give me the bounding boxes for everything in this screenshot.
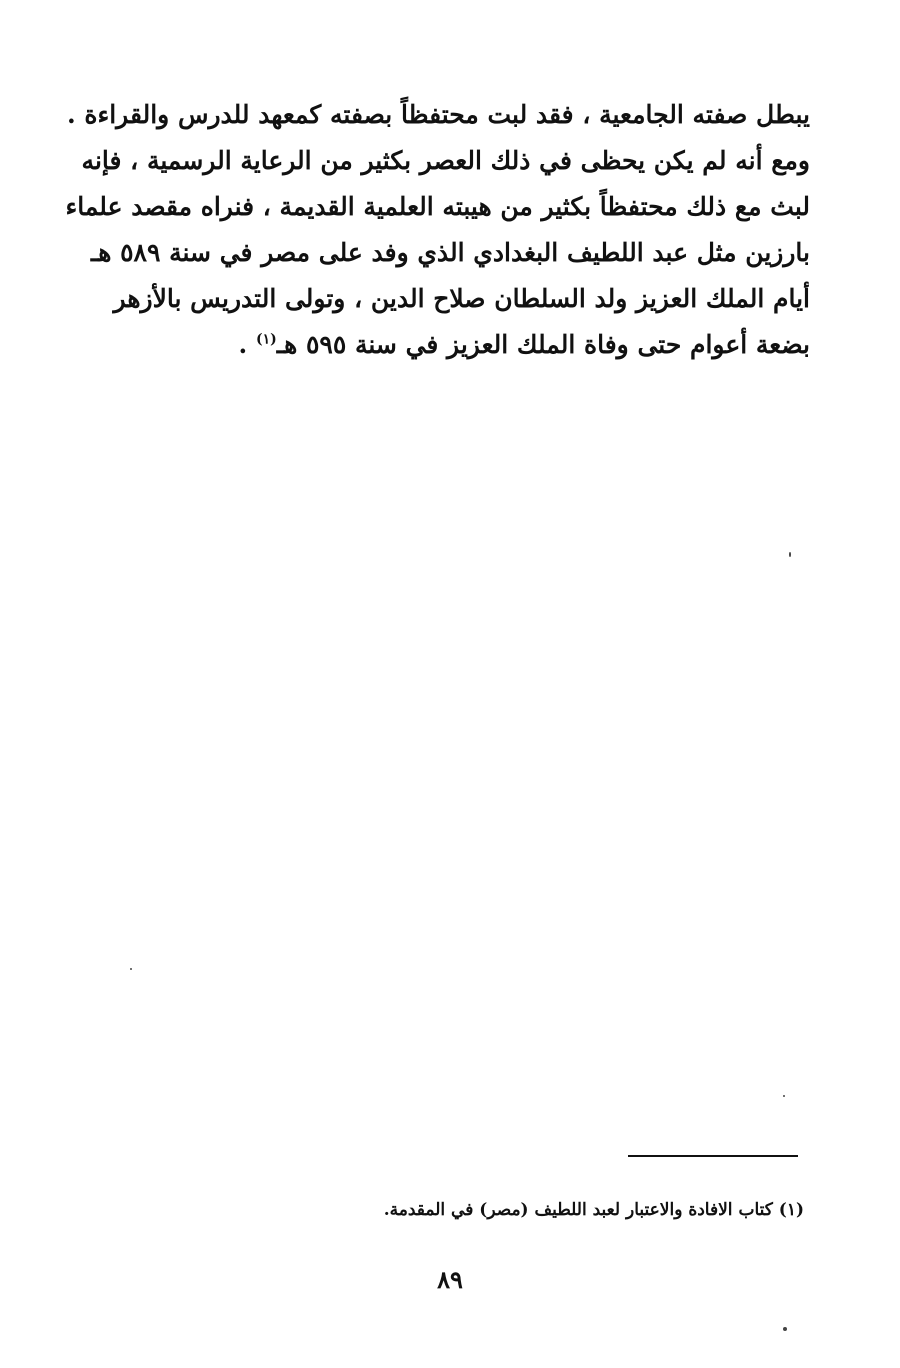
footnote-reference: (١) [255,331,277,348]
paragraph-end-period: . [238,330,256,359]
footnote-text: (١) كتاب الافادة والاعتبار لعبد اللطيف (مصر) في المقدمة. [383,1200,804,1220]
scan-speck [130,968,132,970]
page-number: ٨٩ [437,1265,463,1294]
scan-speck [783,1095,785,1097]
paragraph-line-6 [118,322,810,368]
paragraph-line-1: يبطل صفته الجامعية ، فقد لبت محتفظاً بصفته كمعهد للدرس والقراءة . [66,100,810,129]
footnote-separator [628,1155,798,1157]
scan-speck [783,1327,787,1331]
paragraph-line-5: أيام الملك العزيز ولد السلطان صلاح الدين ، وتولى التدريس بالأزهر [113,284,810,313]
paragraph-line-6-text: بضعة أعوام حتى وفاة الملك العزيز في سنة ٥٩٥ هـ [276,330,810,359]
paragraph-line-2: ومع أنه لم يكن يحظى في ذلك العصر بكثير من الرعاية الرسمية ، فإنه [81,146,810,175]
paragraph-line-3: لبث مع ذلك محتفظاً بكثير من هيبته العلمية القديمة ، فنراه مقصد علماء [65,192,810,221]
scan-speck [789,552,791,557]
paragraph-line-4: بارزين مثل عبد اللطيف البغدادي الذي وفد على مصر في سنة ٥٨٩ هـ [90,238,810,267]
main-paragraph [65,92,810,368]
